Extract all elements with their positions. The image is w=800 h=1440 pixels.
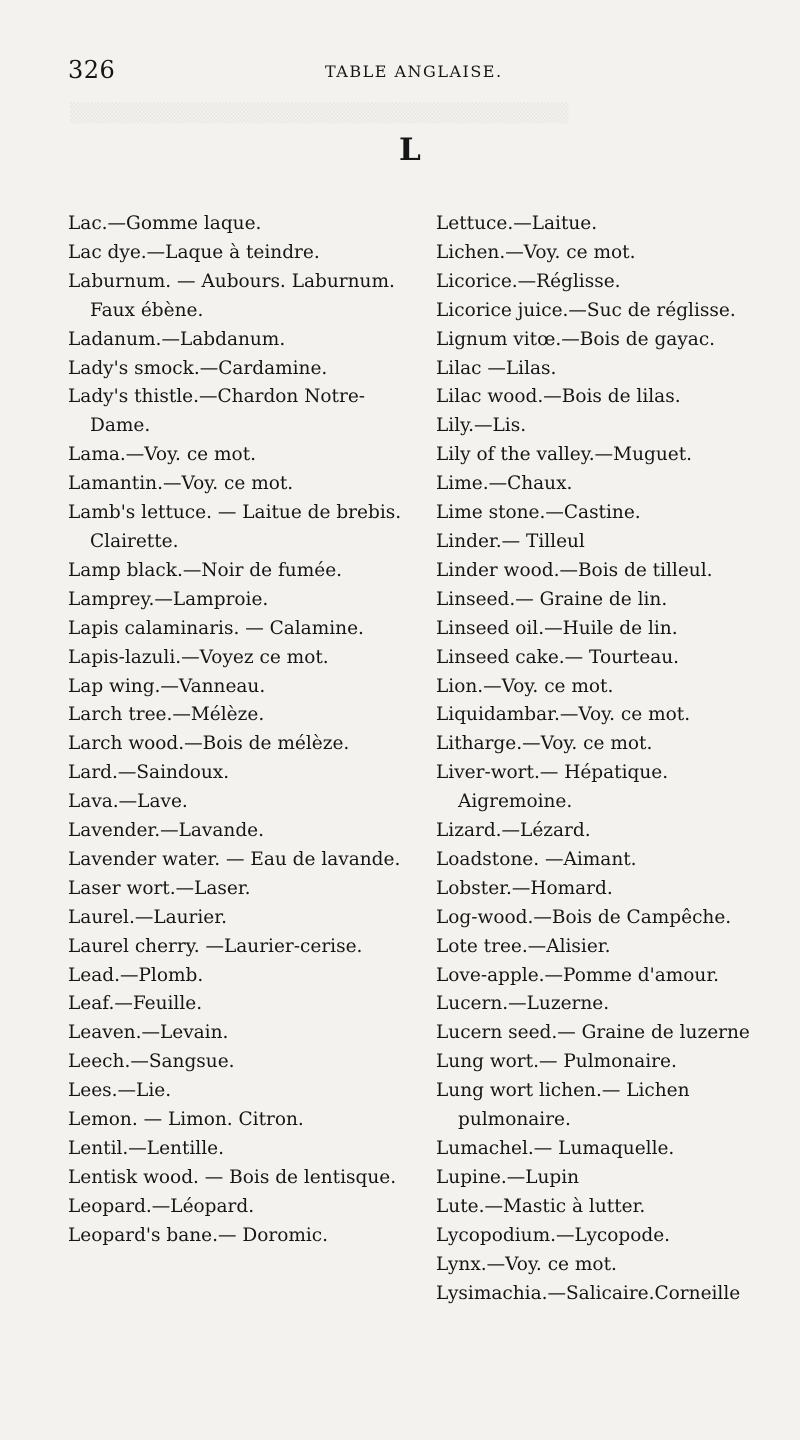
dictionary-entry: Lycopodium.—Lycopode. bbox=[436, 1224, 671, 1246]
dictionary-entry: Lucern seed.— Graine de luzerne bbox=[436, 1022, 750, 1044]
dictionary-entry: Lime stone.—Castine. bbox=[436, 502, 641, 524]
bleed-through-texture bbox=[70, 100, 568, 128]
dictionary-entry: Lentisk wood. — Bois de lentisque. bbox=[68, 1166, 397, 1188]
dictionary-entry: Lavender.—Lavande. bbox=[68, 820, 264, 842]
left-column bbox=[68, 210, 408, 1251]
dictionary-entry: Leech.—Sangsue. bbox=[68, 1051, 235, 1073]
dictionary-entry: Lilac wood.—Bois de lilas. bbox=[436, 386, 681, 408]
dictionary-entry: Lavender water. — Eau de lavande. bbox=[68, 848, 401, 870]
dictionary-entry: Larch wood.—Bois de mélèze. bbox=[68, 733, 350, 755]
dictionary-entry: Lilac —Lilas. bbox=[436, 357, 557, 379]
dictionary-entry: Lily.—Lis. bbox=[436, 415, 527, 437]
dictionary-entry: Lap wing.—Vanneau. bbox=[68, 675, 266, 697]
dictionary-entry: Licorice juice.—Suc de réglisse. bbox=[436, 299, 736, 321]
dictionary-entry: Lichen.—Voy. ce mot. bbox=[436, 241, 636, 263]
dictionary-entry: Loadstone. —Aimant. bbox=[436, 848, 637, 870]
dictionary-entry: Leopard's bane.— Doromic. bbox=[68, 1224, 329, 1246]
dictionary-entry: Laser wort.—Laser. bbox=[68, 877, 251, 899]
dictionary-entry: Lead.—Plomb. bbox=[68, 964, 204, 986]
dictionary-entry: Larch tree.—Mélèze. bbox=[68, 704, 265, 726]
dictionary-entry: Lupine.—Lupin bbox=[436, 1166, 580, 1188]
dictionary-entry: Laurel.—Laurier. bbox=[68, 906, 227, 928]
dictionary-entry: Linseed cake.— Tourteau. bbox=[436, 646, 680, 668]
dictionary-entry: Lion.—Voy. ce mot. bbox=[436, 675, 614, 697]
dictionary-entry: Lemon. — Limon. Citron. bbox=[68, 1109, 304, 1131]
dictionary-entry: Lime.—Chaux. bbox=[436, 473, 573, 495]
dictionary-entry: Lucern.—Luzerne. bbox=[436, 993, 610, 1015]
dictionary-entry: Lung wort lichen.— Lichen pulmonaire. bbox=[436, 1080, 690, 1131]
dictionary-entry: Lady's smock.—Cardamine. bbox=[68, 357, 328, 379]
dictionary-entry: Lumachel.— Lumaquelle. bbox=[436, 1138, 675, 1159]
dictionary-entry: Lignum vitœ.—Bois de gayac. bbox=[436, 328, 716, 350]
dictionary-entry: Linseed.— Graine de lin. bbox=[436, 588, 668, 610]
dictionary-entry: Log-wood.—Bois de Campêche. bbox=[436, 906, 732, 928]
right-column bbox=[436, 210, 770, 1308]
dictionary-entry: Lady's thistle.—Chardon Notre-Dame. bbox=[68, 386, 366, 437]
dictionary-entry: Liver-wort.— Hépatique. Aigremoine. bbox=[436, 762, 669, 813]
dictionary-entry: Lac.—Gomme laque. bbox=[68, 213, 262, 234]
dictionary-entry: Lapis calaminaris. — Calamine. bbox=[68, 617, 364, 639]
dictionary-entry: Leaven.—Levain. bbox=[68, 1022, 229, 1044]
dictionary-entry: Lobster.—Homard. bbox=[436, 877, 613, 899]
section-letter: L bbox=[399, 132, 421, 168]
dictionary-entry: Linder.— Tilleul bbox=[436, 530, 585, 552]
dictionary-entry: Leaf.—Feuille. bbox=[68, 993, 203, 1015]
dictionary-entry: Litharge.—Voy. ce mot. bbox=[436, 733, 653, 755]
dictionary-entry: Lysimachia.—Salicaire.Corneille bbox=[436, 1282, 741, 1304]
dictionary-entry: Lees.—Lie. bbox=[68, 1080, 172, 1102]
dictionary-entry: Lung wort.— Pulmonaire. bbox=[436, 1051, 677, 1073]
dictionary-entry: Lynx.—Voy. ce mot. bbox=[436, 1253, 617, 1275]
dictionary-entry: Lute.—Mastic à lutter. bbox=[436, 1195, 646, 1217]
dictionary-entry: Lote tree.—Alisier. bbox=[436, 935, 611, 957]
dictionary-entry: Lard.—Saindoux. bbox=[68, 762, 230, 784]
dictionary-entry: Lily of the valley.—Muguet. bbox=[436, 444, 693, 466]
dictionary-entry: Lamantin.—Voy. ce mot. bbox=[68, 473, 294, 495]
dictionary-entry: Linseed oil.—Huile de lin. bbox=[436, 617, 678, 639]
dictionary-entry: Lamprey.—Lamproie. bbox=[68, 588, 269, 610]
dictionary-entry: Laburnum. — Aubours. Laburnum. Faux ébène. bbox=[68, 270, 395, 321]
dictionary-entry: Leopard.—Léopard. bbox=[68, 1195, 255, 1217]
dictionary-entry: Love-apple.—Pomme d'amour. bbox=[436, 964, 720, 986]
dictionary-entry: Linder wood.—Bois de tilleul. bbox=[436, 559, 713, 581]
dictionary-entry: Lizard.—Lézard. bbox=[436, 820, 591, 842]
dictionary-entry: Lamb's lettuce. — Laitue de brebis. Clairette. bbox=[68, 502, 402, 552]
page-number: 326 bbox=[68, 56, 116, 84]
running-title: TABLE ANGLAISE. bbox=[325, 62, 503, 81]
dictionary-entry: Liquidambar.—Voy. ce mot. bbox=[436, 704, 691, 726]
dictionary-entry: Lava.—Lave. bbox=[68, 791, 188, 813]
dictionary-entry: Lettuce.—Laitue. bbox=[436, 213, 598, 234]
dictionary-entry: Lac dye.—Laque à teindre. bbox=[68, 241, 320, 263]
dictionary-entry: Ladanum.—Labdanum. bbox=[68, 328, 286, 350]
dictionary-entry: Laurel cherry. —Laurier-cerise. bbox=[68, 935, 363, 957]
dictionary-entry: Lentil.—Lentille. bbox=[68, 1138, 224, 1159]
dictionary-entry: Lapis-lazuli.—Voyez ce mot. bbox=[68, 646, 329, 668]
dictionary-entry: Licorice.—Réglisse. bbox=[436, 270, 621, 292]
dictionary-entry: Lamp black.—Noir de fumée. bbox=[68, 559, 343, 581]
dictionary-entry: Lama.—Voy. ce mot. bbox=[68, 444, 257, 466]
